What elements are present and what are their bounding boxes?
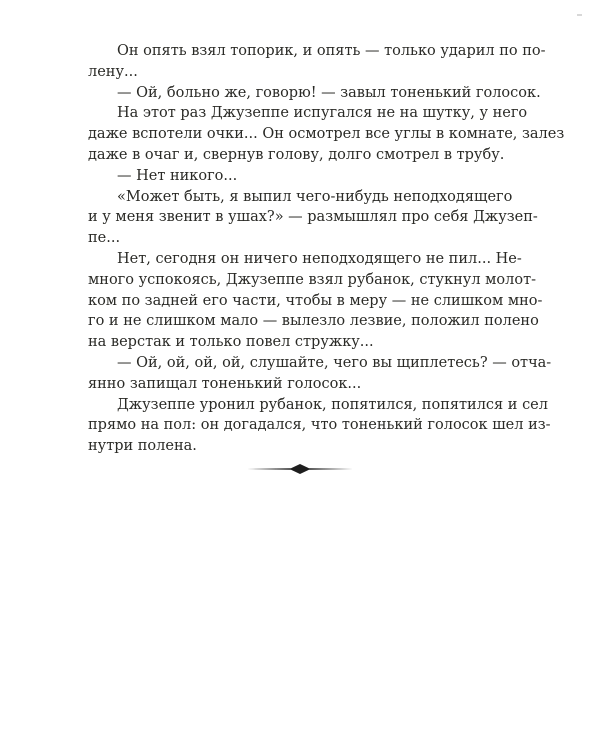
text-line: лену... [88, 63, 138, 80]
text-line: На этот раз Джузеппе испугался не на шутку, у него [117, 105, 528, 122]
text-line: «Может быть, я выпил чего-нибудь неподходящего [117, 188, 513, 205]
text-line: — Нет никого... [117, 167, 238, 184]
text-line: ком по задней его части, чтобы в меру — не слишком мно- [88, 292, 543, 309]
text-line: пе... [88, 230, 121, 247]
text-line: прямо на пол: он догадался, что тоненький голосок шел из- [88, 417, 551, 434]
text-line: — Ой, больно же, говорю! — завыл тоненький голосок. [117, 84, 541, 101]
text-line: даже вспотели очки... Он осмотрел все углы в комнате, залез [88, 126, 565, 143]
text-line: Джузеппе уронил рубанок, попятился, попятился и сел [117, 396, 548, 413]
text-line: и у меня звенит в ушах?» — размышлял про себя Джузеп- [88, 209, 538, 226]
page-text [88, 41, 565, 457]
text-line: го и не слишком мало — вылезло лезвие, положил полено [88, 313, 539, 330]
text-line: янно запищал тоненький голосок... [88, 375, 362, 392]
section-ornament-icon [247, 462, 353, 476]
text-line: нутри полена. [88, 438, 197, 455]
text-line: — Ой, ой, ой, ой, слушайте, чего вы щиплетесь? — отча- [117, 354, 552, 371]
text-line: Нет, сегодня он ничего неподходящего не пил... Не- [117, 250, 522, 267]
text-line: много успокоясь, Джузеппе взял рубанок, стукнул молот- [88, 271, 537, 288]
text-line: даже в очаг и, свернув голову, долго смотрел в трубу. [88, 146, 505, 163]
text-line: Он опять взял топорик, и опять — только ударил по по- [117, 43, 546, 59]
text-line: на верстак и только повел стружку... [88, 334, 374, 351]
page-mark [577, 14, 582, 16]
